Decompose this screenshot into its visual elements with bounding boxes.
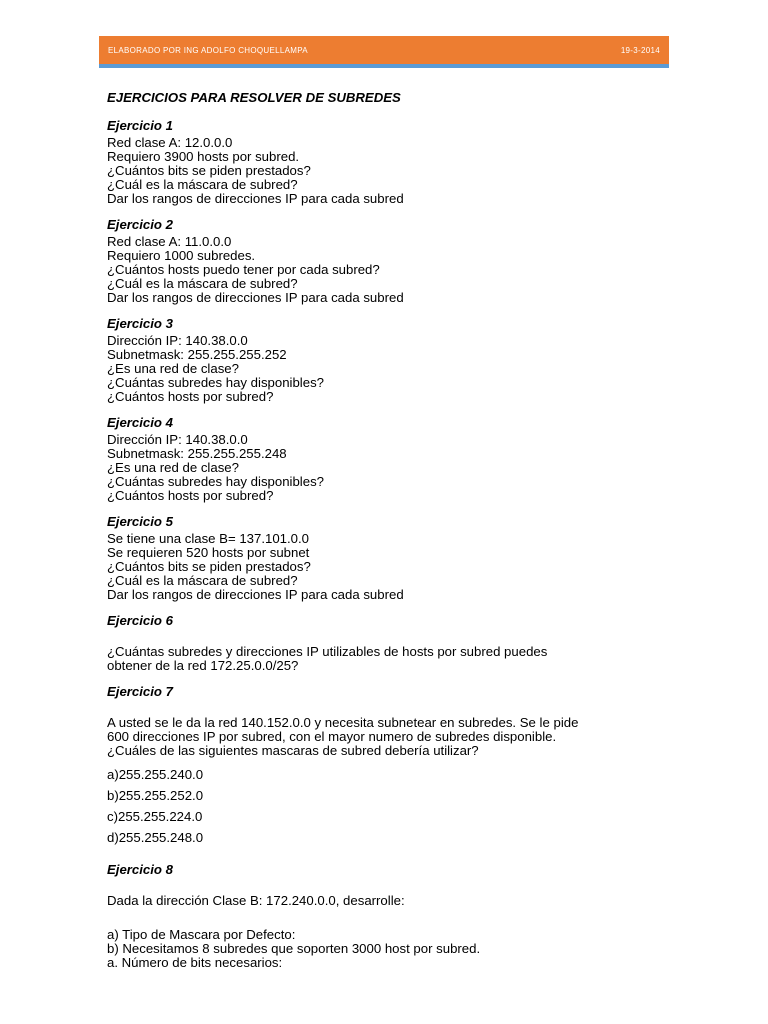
exercise-line: ¿Es una red de clase? (107, 460, 239, 475)
exercise-line: Subnetmask: 255.255.255.248 (107, 446, 287, 461)
exercise-4-title: Ejercicio 4 (107, 415, 173, 430)
exercise-line: Dar los rangos de direcciones IP para cada subred (107, 290, 404, 305)
answer-option-a: a)255.255.240.0 (107, 767, 204, 782)
header-divider (99, 64, 669, 68)
exercise-line: Requiero 1000 subredes. (107, 248, 256, 263)
exercise-8-title: Ejercicio 8 (107, 862, 173, 877)
exercise-line: ¿Cuántas subredes hay disponibles? (107, 375, 324, 390)
document-title: EJERCICIOS PARA RESOLVER DE SUBREDES (107, 90, 401, 105)
exercise-line: a) Tipo de Mascara por Defecto: (107, 927, 296, 942)
exercise-intro: Dada la dirección Clase B: 172.240.0.0, desarrolle: (107, 893, 405, 908)
exercise-1-title: Ejercicio 1 (107, 118, 173, 133)
exercise-line: ¿Cuál es la máscara de subred? (107, 573, 298, 588)
exercise-6-title: Ejercicio 6 (107, 613, 173, 628)
exercise-line: ¿Cuál es la máscara de subred? (107, 276, 298, 291)
exercise-line: Dirección IP: 140.38.0.0 (107, 432, 248, 447)
exercise-line: ¿Cuántos hosts puedo tener por cada subred? (107, 262, 380, 277)
answer-option-d: d)255.255.248.0 (107, 830, 204, 845)
exercise-line: a. Número de bits necesarios: (107, 955, 283, 970)
exercise-7-title: Ejercicio 7 (107, 684, 173, 699)
exercise-5-title: Ejercicio 5 (107, 514, 173, 529)
exercise-line: ¿Cuántos bits se piden prestados? (107, 559, 311, 574)
exercise-line: Subnetmask: 255.255.255.252 (107, 347, 287, 362)
exercise-line: ¿Cuáles de las siguientes mascaras de subred debería utilizar? (107, 743, 479, 758)
document-body (107, 91, 647, 970)
exercise-line: Requiero 3900 hosts por subred. (107, 149, 300, 164)
header-date: 19-3-2014 (620, 45, 660, 55)
page-header (99, 36, 669, 64)
answer-option-b: b)255.255.252.0 (107, 788, 204, 803)
exercise-3-title: Ejercicio 3 (107, 316, 173, 331)
exercise-line: Dar los rangos de direcciones IP para cada subred (107, 191, 404, 206)
exercise-line: Red clase A: 11.0.0.0 (107, 234, 232, 249)
exercise-2-title: Ejercicio 2 (107, 217, 173, 232)
exercise-line: Dar los rangos de direcciones IP para cada subred (107, 587, 404, 602)
exercise-line: Red clase A: 12.0.0.0 (107, 135, 233, 150)
exercise-line: A usted se le da la red 140.152.0.0 y necesita subnetear en subredes. Se le pide (107, 715, 579, 730)
exercise-line: b) Necesitamos 8 subredes que soporten 3000 host por subred. (107, 941, 481, 956)
exercise-line: ¿Cuántas subredes y direcciones IP utilizables de hosts por subred puedes (107, 644, 548, 659)
exercise-line: ¿Cuántos bits se piden prestados? (107, 163, 311, 178)
exercise-line: Se tiene una clase B= 137.101.0.0 (107, 531, 309, 546)
exercise-line: ¿Es una red de clase? (107, 361, 239, 376)
exercise-line: 600 direcciones IP por subred, con el mayor numero de subredes disponible. (107, 729, 557, 744)
answer-option-c: c)255.255.224.0 (107, 809, 203, 824)
exercise-line: ¿Cuántas subredes hay disponibles? (107, 474, 324, 489)
exercise-line: obtener de la red 172.25.0.0/25? (107, 658, 299, 673)
header-author: ELABORADO POR ING ADOLFO CHOQUELLAMPA (108, 45, 308, 55)
exercise-line: ¿Cuántos hosts por subred? (107, 389, 274, 404)
exercise-line: Se requieren 520 hosts por subnet (107, 545, 310, 560)
exercise-line: Dirección IP: 140.38.0.0 (107, 333, 248, 348)
exercise-line: ¿Cuántos hosts por subred? (107, 488, 274, 503)
exercise-line: ¿Cuál es la máscara de subred? (107, 177, 298, 192)
